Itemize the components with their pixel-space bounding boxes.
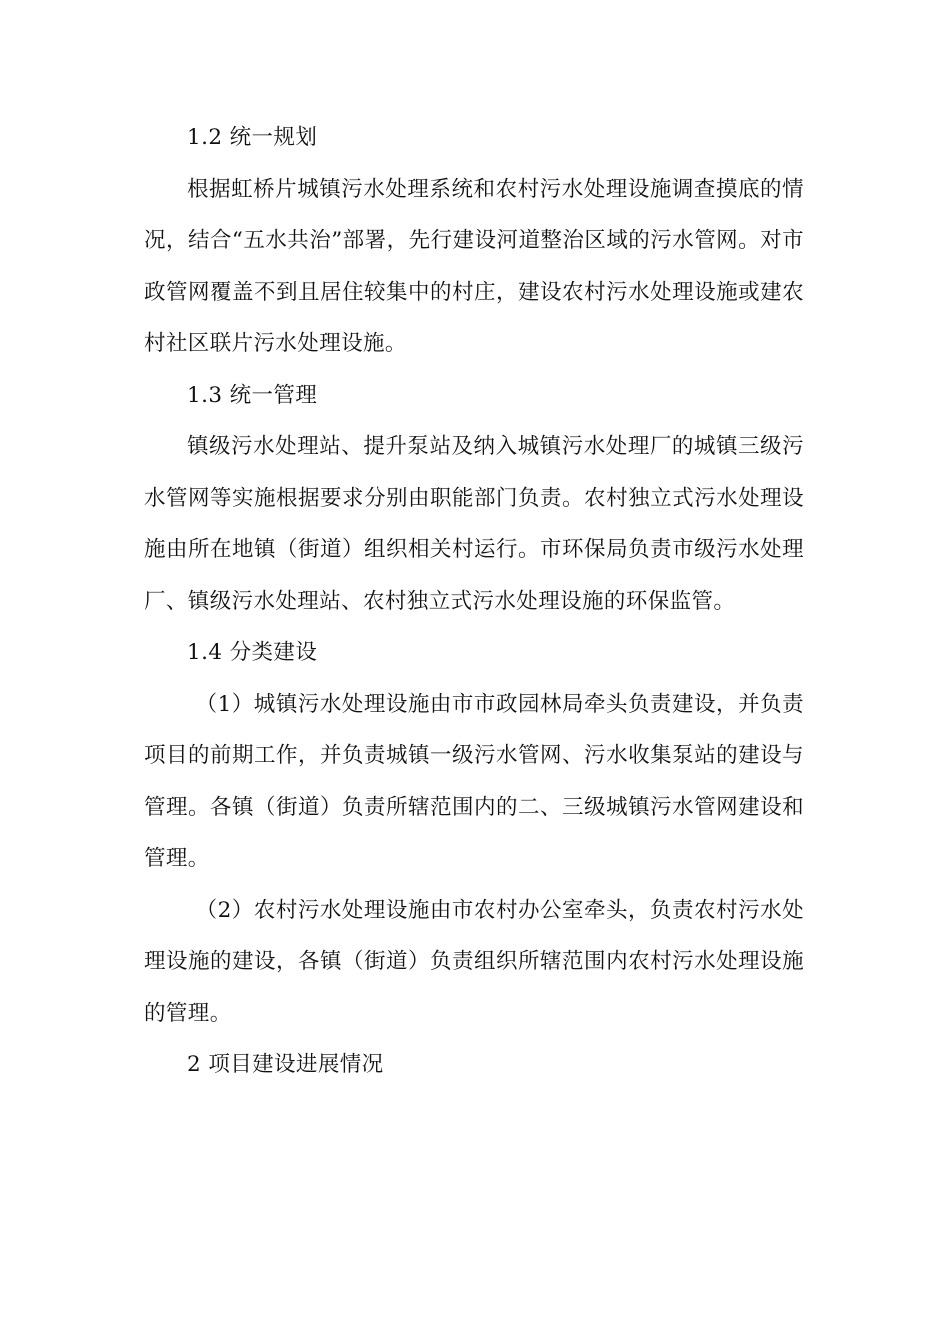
paragraph-item-2: （2）农村污水处理设施由市农村办公室牵头，负责农村污水处理设施的建设，各镇（街道）负责组织所辖范围内农村污水处理设施的管理。 <box>144 897 804 1026</box>
document-body <box>144 112 804 1091</box>
section-heading-1-3: 1.3 统一管理 <box>187 382 318 408</box>
paragraph-item-1: （1）城镇污水处理设施由市市政园林局牵头负责建设，并负责项目的前期工作，并负责城镇一级污水管网、污水收集泵站的建设与管理。各镇（街道）负责所辖范围内的二、三级城镇污水管网建设和管理。 <box>144 691 804 871</box>
section-heading-2: 2 项目建设进展情况 <box>187 1052 384 1077</box>
paragraph-planning: 根据虹桥片城镇污水处理系统和农村污水处理设施调查摸底的情况，结合“五水共治”部署，先行建设河道整治区域的污水管网。对市政管网覆盖不到且居住较集中的村庄，建设农村污水处理设施或建农村社区联片污水处理设施。 <box>144 176 804 356</box>
section-heading-1-4: 1.4 分类建设 <box>187 640 318 665</box>
paragraph-management: 镇级污水处理站、提升泵站及纳入城镇污水处理厂的城镇三级污水管网等实施根据要求分别由职能部门负责。农村独立式污水处理设施由所在地镇（街道）组织相关村运行。市环保局负责市级污水处理厂、镇级污水处理站、农村独立式污水处理设施的环保监管。 <box>144 434 804 614</box>
section-heading-1-2: 1.2 统一规划 <box>187 125 318 150</box>
